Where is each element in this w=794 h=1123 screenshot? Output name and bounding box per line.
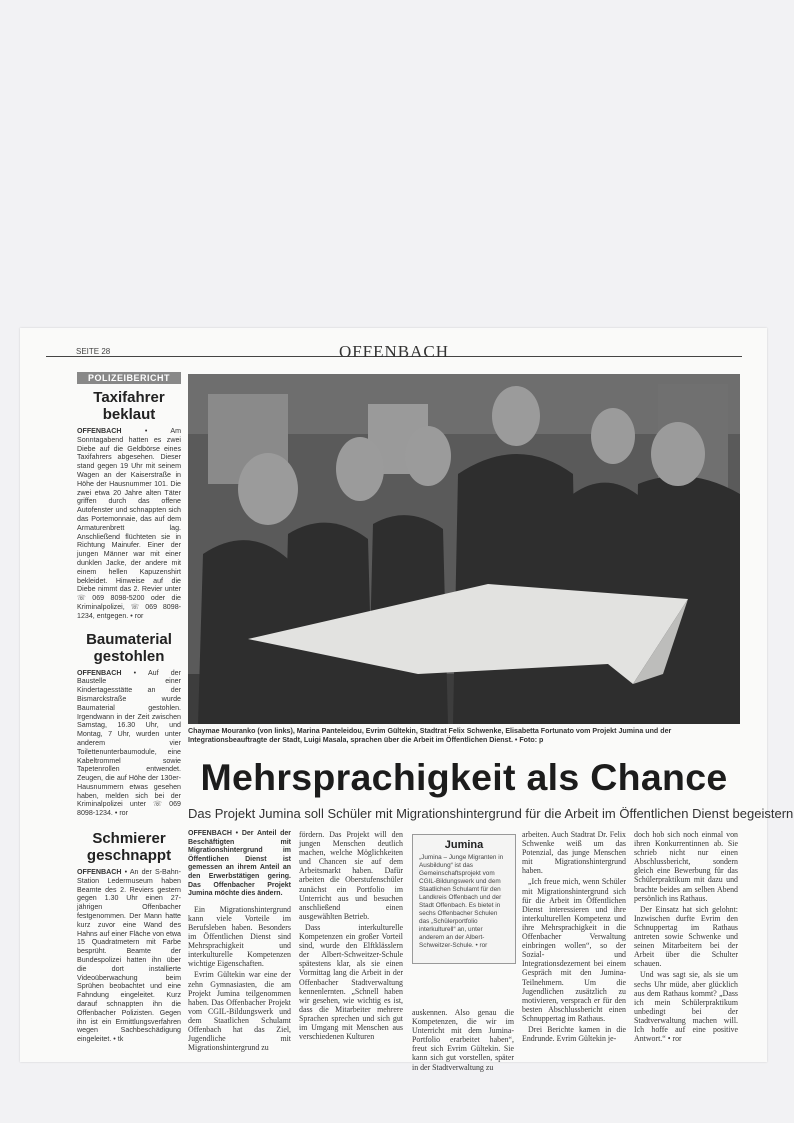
sidebar-headline-3: Schmierer geschnappt [86,830,172,865]
paragraph: Ein Migrationshintergrund kann viele Vorteile im Berufsleben haben. Besonders im Öffentlichen Dienst sind Mehrsprachigkeit und interkulturelle Kompetenzen wichtige Eigenschaften. [188,904,291,969]
photo-caption: Chaymae Mouranko (von links), Marina Panteleidou, Evrim Gültekin, Stadtrat Felix Schwenke, Elisabetta Fortunato vom Projekt Jumina und der Integrationsbeauftragte der Stadt, Luigi Masala, sprachen über die Arbeit im Öffentlichen Dienst. • Foto: p [188,727,672,744]
sidebar-headline-2: Baumaterial gestohlen [86,630,172,665]
sidebar-body-2: Auf der Baustelle einer Kindertagesstätte an der Bismarckstraße wurde Baumaterial gestohlen. Irgendwann in der Zeit zwischen Samstag, 16.30 Uhr, und Montag, 7 Uhr, wurden unter anderem vier Toilettenunterbaumodule, eine Kabeltrommel sowie Tapetenrollen entwendet. Zeugen, die auf Höhe der 130er-Hausnummern etwas gesehen haben, melden sich bei der Kriminalpolizei unter ☏ 069 8098-1234. • ror [77,668,181,818]
sidebar-body-1: Am Sonntagabend hatten es zwei Diebe auf die Geldbörse eines Taxifahrers abgesehen. Dieser stand gegen 19 Uhr mit seinem Wagen an der Kaiserstraße in Höhe der Hausnummer 101. Die zwei etwa 20 Jahre alten Täter griffen durch das offene Autofenster und schnappten sich das Portemonnaie, das auf dem Armaturenbrett lag. Anschließend flüchteten sie in Richtung Mainufer. Einer der jungen Männer war mit einer dunklen Jacke, der andere mit einem hellen Kapuzenshirt bekleidet. Hinweise auf die Diebe nimmt das 2. Revier unter ☏ 069 8098-5200 oder die Kriminalpolizei, ☏ 069 8098-1234, entgegen. • ror [77,427,181,620]
article-subheadline: Das Projekt Jumina soll Schüler mit Migrationshintergrund für die Arbeit im Öffentlichen Dienst begeistern [188,806,794,821]
group-photo [188,374,740,724]
section-title: OFFENBACH [338,342,450,361]
article-column-2 [299,830,403,1043]
paragraph: doch hob sich noch einmal von ihren Konkurrentinnen ab. Sie schrieb nicht nur einen Abschlussbericht, sondern gleich eine Bewerbung für das Schülerpraktikum mit dazu und brachte beides am selben Abend persönlich ins Rathaus. [634,830,738,903]
article-column-1 [188,830,291,1054]
paragraph: Dass interkulturelle Kompetenzen ein großer Vorteil sind, wurde den Elftklässlern der Albert-Schweitzer-Schule spätestens klar, als sie einen Vormittag lang die Arbeit in der Offenbacher Stadtverwaltung kennenlernten. „Schnell haben wir gesehen, wie wichtig es ist, dass die Mitarbeiter mehrere Sprachen sprechen und sich gut im Umgang mit Menschen aus verschiedenen Kulturen [299,922,403,1042]
sidebar-article-3: OFFENBACH • An der S-Bahn-Station Ledermuseum haben Beamte des 2. Reviers gestern gegen 1.30 Uhr einen 27-jährigen Offenbacher festgenommen. Der Mann hatte kurz zuvor eine Wand des Hahns auf einer Fläche von etwa 15 Quadratmetern mit Farbe besprüht. Beamte der Bundespolizei hatten ihn über die dort installierte Videoüberwachung beim Sprühen beobachtet und eine Fahndung eingeleitet. Kurz darauf schnappten ihn die Offenbacher Polizisten. Gegen ihn ist ein Ermittlungsverfahren wegen Sachbeschädigung eingeleitet. • tk [77,868,181,1044]
dateline: OFFENBACH [77,868,122,877]
article-intro: OFFENBACH • Der Anteil der Beschäftigten mit Migrationshintergrund im Öffentlichen Dienst ist gemessen an ihrem Anteil an den Erwerbstätigen gering. Das Offenbacher Projekt Jumina möchte dies ändern. [188,830,291,898]
sidebar-article-1: OFFENBACH • Am Sonntagabend hatten es zwei Diebe auf die Geldbörse eines Taxifahrers abgesehen. Dieser stand gegen 19 Uhr mit seinem Wagen an der Kaiserstraße in Höhe der Hausnummer 101. Die zwei etwa 20 Jahre alten Täter griffen durch das offene Autofenster und schnappten sich das Portemonnaie, das auf dem Armaturenbrett lag. Anschließend flüchteten sie in Richtung Mainufer. Einer der jungen Männer war mit einer dunklen Jacke, der andere mit einem hellen Kapuzenshirt bekleidet. Hinweise auf die Diebe nimmt das 2. Revier unter ☏ 069 8098-5200 oder die Kriminalpolizei, ☏ 069 8098-1234, entgegen. • ror [77,427,181,620]
infobox-title: Jumina [444,839,484,851]
article-headline: Mehrsprachigkeit als Chance [200,756,728,798]
article-column-2b [412,1008,514,1074]
article-column-3 [522,830,626,1045]
article-column-4 [634,830,738,1045]
sidebar-kicker: POLIZEIBERICHT [77,372,181,384]
paragraph: „Ich freue mich, wenn Schüler mit Migrationshintergrund sich für die Arbeit im Öffentlichen Dienst interessieren und ihre interkulturellen Kompetenz und ihre Mehrsprachigkeit in die Offenbacher Verwaltung einbringen wollen“, so der Sozial- und Integrationsdezernent bei einem Gespräch mit den Jumina-Teilnehmern. Um die Jugendlichen zusätzlich zu motivieren, versprach er für den besten Abschlussbericht einen Schnuppertag im Rathaus. [522,877,626,1023]
infobox-text: „Jumina – Junge Migranten in Ausbildung“ ist das Gemeinschaftsprojekt vom CGIL-Bildungswerk und dem Staatlichen Schulamt für den Landkreis Offenbach und der Stadt Offenbach. Es bietet in sechs Offenbacher Schulen das „Schülerportfolio interkulturell“ an, unter anderem an der Albert-Schweitzer-Schule. • ror [419,854,504,949]
paragraph: Evrim Gültekin war eine der zehn Gymnasiasten, die am Projekt Jumina teilgenommen haben. Das Offenbacher Projekt vom CGIL-Bildungswerk und dem Staatlichen Schulamt Offenbach hat das Ziel, Jugendliche mit Migrationshintergrund zu [188,970,291,1053]
dateline: OFFENBACH [77,668,122,677]
sidebar-article-2: OFFENBACH • Auf der Baustelle einer Kindertagesstätte an der Bismarckstraße wurde Baumaterial gestohlen. Irgendwann in der Zeit zwischen Samstag, 16.30 Uhr, und Montag, 7 Uhr, wurden unter anderem vier Toilettenunterbaumodule, eine Kabeltrommel sowie Tapetenrollen entwendet. Zeugen, die auf Höhe der 130er-Hausnummern etwas gesehen haben, melden sich bei der Kriminalpolizei unter ☏ 069 8098-1234. • ror [77,668,181,818]
paragraph: fördern. Das Projekt will den jungen Menschen deutlich machen, welche Möglichkeiten und Chancen sie auf dem Arbeitsmarkt haben. Dafür arbeiten die Oberstufenschüler zunächst ein Portfolio im Unterricht aus und besuchen anschließend einen ausgewählten Betrieb. [299,830,403,921]
paragraph: Der Einsatz hat sich gelohnt: Inzwischen durfte Evrim den Schnuppertag im Rathaus antreten sowie Schwenke und seinen Mitarbeitern bei der Arbeit über die Schulter schauen. [634,904,738,969]
sidebar-headline-1: Taxifahrer beklaut [93,389,165,423]
page-number: SEITE 28 [76,347,111,356]
paragraph: arbeiten. Auch Stadtrat Dr. Felix Schwenke weiß um das Potenzial, das junge Menschen mit Migrationshintergrund haben. [522,830,626,876]
police-report-sidebar [77,372,181,1058]
jumina-infobox [412,834,516,964]
paragraph: Und was sagt sie, als sie um sechs Uhr müde, aber glücklich aus dem Rathaus kommt? „Dass ich mein Schülerpraktikum unbedingt bei der Stadtverwaltung machen will. Ich hoffe auf eine positive Antwort.“ • ror [634,970,738,1044]
dateline: OFFENBACH [77,427,122,435]
newspaper-clipping [20,328,794,1072]
sidebar-body-3: An der S-Bahn-Station Ledermuseum haben Beamte des 2. Reviers gestern gegen 1.30 Uhr einen 27-jährigen Offenbacher festgenommen. Der Mann hatte kurz zuvor eine Wand des Hahns auf einer Fläche von etwa 15 Quadratmetern mit Farbe besprüht. Beamte der Bundespolizei hatten ihn über die dort installierte Videoüberwachung beim Sprühen beobachtet und eine Fahndung eingeleitet. Kurz darauf schnappten ihn die Offenbacher Polizisten. Gegen ihn ist ein Ermittlungsverfahren wegen Sachbeschädigung eingeleitet. • tk [77,868,181,1044]
page-header [46,336,742,361]
paragraph: Drei Berichte kamen in die Endrunde. Evrim Gültekin je- [522,1024,626,1044]
paragraph: auskennen. Also genau die Kompetenzen, die wir im Unterricht mit dem Jumina-Portfolio erarbeitet haben“, freut sich Evrim Gültekin. Sie kann sich gut vorstellen, später in der Stadtverwaltung zu [412,1008,514,1072]
